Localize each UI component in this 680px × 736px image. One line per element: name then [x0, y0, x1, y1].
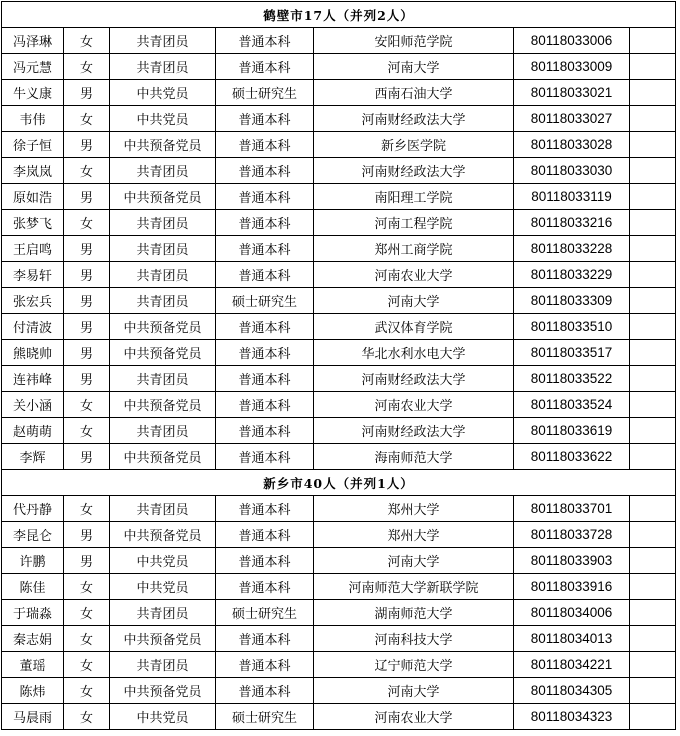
exam-id-cell: 80118033522 [514, 366, 630, 392]
school-cell: 武汉体育学院 [314, 314, 514, 340]
school-cell: 河南大学 [314, 678, 514, 704]
political-status-cell: 共青团员 [110, 652, 216, 678]
name-cell: 徐子恒 [2, 132, 64, 158]
education-cell: 普通本科 [216, 132, 314, 158]
school-cell: 河南农业大学 [314, 704, 514, 730]
gender-cell: 男 [64, 340, 110, 366]
political-status-cell: 共青团员 [110, 158, 216, 184]
table-row [2, 496, 676, 522]
table-row [2, 548, 676, 574]
gender-cell: 男 [64, 80, 110, 106]
education-cell: 硕士研究生 [216, 288, 314, 314]
exam-id-cell: 80118033229 [514, 262, 630, 288]
table-row [2, 28, 676, 54]
school-cell: 河南财经政法大学 [314, 158, 514, 184]
blank-cell [630, 600, 676, 626]
exam-id-cell: 80118033028 [514, 132, 630, 158]
political-status-cell: 中共党员 [110, 80, 216, 106]
exam-id-cell: 80118033228 [514, 236, 630, 262]
gender-cell: 女 [64, 418, 110, 444]
education-cell: 硕士研究生 [216, 80, 314, 106]
political-status-cell: 中共预备党员 [110, 444, 216, 470]
name-cell: 付清波 [2, 314, 64, 340]
name-cell: 许鹏 [2, 548, 64, 574]
political-status-cell: 中共党员 [110, 106, 216, 132]
table-body [2, 2, 676, 730]
blank-cell [630, 236, 676, 262]
table-row [2, 626, 676, 652]
education-cell: 硕士研究生 [216, 600, 314, 626]
exam-id-cell: 80118033916 [514, 574, 630, 600]
gender-cell: 女 [64, 210, 110, 236]
political-status-cell: 中共预备党员 [110, 626, 216, 652]
gender-cell: 女 [64, 652, 110, 678]
table-row [2, 340, 676, 366]
education-cell: 普通本科 [216, 314, 314, 340]
table-row [2, 392, 676, 418]
education-cell: 普通本科 [216, 496, 314, 522]
education-cell: 普通本科 [216, 28, 314, 54]
exam-id-cell: 80118033006 [514, 28, 630, 54]
education-cell: 普通本科 [216, 548, 314, 574]
blank-cell [630, 80, 676, 106]
political-status-cell: 中共预备党员 [110, 184, 216, 210]
table-row [2, 184, 676, 210]
table-row [2, 418, 676, 444]
gender-cell: 女 [64, 106, 110, 132]
table-row [2, 132, 676, 158]
gender-cell: 女 [64, 600, 110, 626]
school-cell: 河南师范大学新联学院 [314, 574, 514, 600]
name-cell: 韦伟 [2, 106, 64, 132]
name-cell: 王启鸣 [2, 236, 64, 262]
table-row [2, 288, 676, 314]
gender-cell: 男 [64, 522, 110, 548]
gender-cell: 女 [64, 574, 110, 600]
blank-cell [630, 652, 676, 678]
table-row [2, 600, 676, 626]
school-cell: 海南师范大学 [314, 444, 514, 470]
blank-cell [630, 340, 676, 366]
education-cell: 硕士研究生 [216, 704, 314, 730]
gender-cell: 女 [64, 392, 110, 418]
name-cell: 张宏兵 [2, 288, 64, 314]
education-cell: 普通本科 [216, 236, 314, 262]
education-cell: 普通本科 [216, 444, 314, 470]
name-cell: 陈炜 [2, 678, 64, 704]
name-cell: 李岚岚 [2, 158, 64, 184]
blank-cell [630, 106, 676, 132]
political-status-cell: 共青团员 [110, 210, 216, 236]
exam-id-cell: 80118033701 [514, 496, 630, 522]
school-cell: 辽宁师范大学 [314, 652, 514, 678]
blank-cell [630, 444, 676, 470]
table-row [2, 366, 676, 392]
education-cell: 普通本科 [216, 652, 314, 678]
table-row [2, 704, 676, 730]
school-cell: 河南工程学院 [314, 210, 514, 236]
blank-cell [630, 314, 676, 340]
blank-cell [630, 184, 676, 210]
blank-cell [630, 678, 676, 704]
table-row [2, 80, 676, 106]
gender-cell: 女 [64, 28, 110, 54]
gender-cell: 女 [64, 704, 110, 730]
political-status-cell: 共青团员 [110, 54, 216, 80]
section-title: 新乡市40人（并列1人） [2, 470, 676, 496]
education-cell: 普通本科 [216, 262, 314, 288]
blank-cell [630, 392, 676, 418]
political-status-cell: 中共党员 [110, 704, 216, 730]
political-status-cell: 中共预备党员 [110, 522, 216, 548]
political-status-cell: 中共党员 [110, 548, 216, 574]
name-cell: 赵萌萌 [2, 418, 64, 444]
name-cell: 原如浩 [2, 184, 64, 210]
blank-cell [630, 574, 676, 600]
political-status-cell: 共青团员 [110, 600, 216, 626]
school-cell: 郑州大学 [314, 522, 514, 548]
blank-cell [630, 28, 676, 54]
gender-cell: 男 [64, 132, 110, 158]
blank-cell [630, 418, 676, 444]
education-cell: 普通本科 [216, 158, 314, 184]
education-cell: 普通本科 [216, 106, 314, 132]
name-cell: 牛义康 [2, 80, 64, 106]
gender-cell: 女 [64, 54, 110, 80]
name-cell: 李昆仑 [2, 522, 64, 548]
school-cell: 河南农业大学 [314, 262, 514, 288]
blank-cell [630, 704, 676, 730]
education-cell: 普通本科 [216, 626, 314, 652]
political-status-cell: 中共党员 [110, 574, 216, 600]
school-cell: 河南财经政法大学 [314, 106, 514, 132]
education-cell: 普通本科 [216, 184, 314, 210]
name-cell: 秦志娟 [2, 626, 64, 652]
blank-cell [630, 548, 676, 574]
political-status-cell: 共青团员 [110, 496, 216, 522]
name-cell: 张梦飞 [2, 210, 64, 236]
table-row [2, 574, 676, 600]
blank-cell [630, 366, 676, 392]
table-row [2, 54, 676, 80]
exam-id-cell: 80118033021 [514, 80, 630, 106]
gender-cell: 男 [64, 444, 110, 470]
name-cell: 冯元慧 [2, 54, 64, 80]
section-title: 鹤壁市17人（并列2人） [2, 2, 676, 28]
table-row [2, 236, 676, 262]
table-row [2, 522, 676, 548]
gender-cell: 女 [64, 496, 110, 522]
political-status-cell: 共青团员 [110, 366, 216, 392]
political-status-cell: 共青团员 [110, 236, 216, 262]
exam-id-cell: 80118033903 [514, 548, 630, 574]
school-cell: 河南财经政法大学 [314, 366, 514, 392]
gender-cell: 女 [64, 626, 110, 652]
name-cell: 马晨雨 [2, 704, 64, 730]
exam-id-cell: 80118033517 [514, 340, 630, 366]
school-cell: 郑州工商学院 [314, 236, 514, 262]
school-cell: 新乡医学院 [314, 132, 514, 158]
education-cell: 普通本科 [216, 340, 314, 366]
exam-id-cell: 80118034221 [514, 652, 630, 678]
blank-cell [630, 626, 676, 652]
gender-cell: 男 [64, 262, 110, 288]
name-cell: 于瑞淼 [2, 600, 64, 626]
education-cell: 普通本科 [216, 210, 314, 236]
blank-cell [630, 262, 676, 288]
political-status-cell: 共青团员 [110, 28, 216, 54]
blank-cell [630, 210, 676, 236]
gender-cell: 男 [64, 288, 110, 314]
name-cell: 连祎峰 [2, 366, 64, 392]
table-row [2, 106, 676, 132]
exam-id-cell: 80118034305 [514, 678, 630, 704]
name-cell: 代丹静 [2, 496, 64, 522]
exam-id-cell: 80118034323 [514, 704, 630, 730]
blank-cell [630, 496, 676, 522]
gender-cell: 男 [64, 184, 110, 210]
political-status-cell: 共青团员 [110, 288, 216, 314]
education-cell: 普通本科 [216, 392, 314, 418]
table-row [2, 210, 676, 236]
school-cell: 南阳理工学院 [314, 184, 514, 210]
name-cell: 董瑶 [2, 652, 64, 678]
exam-id-cell: 80118033030 [514, 158, 630, 184]
education-cell: 普通本科 [216, 418, 314, 444]
gender-cell: 女 [64, 158, 110, 184]
political-status-cell: 中共预备党员 [110, 314, 216, 340]
name-cell: 李辉 [2, 444, 64, 470]
political-status-cell: 中共预备党员 [110, 132, 216, 158]
political-status-cell: 中共预备党员 [110, 678, 216, 704]
gender-cell: 男 [64, 314, 110, 340]
exam-id-cell: 80118033728 [514, 522, 630, 548]
gender-cell: 女 [64, 678, 110, 704]
blank-cell [630, 288, 676, 314]
education-cell: 普通本科 [216, 574, 314, 600]
school-cell: 河南农业大学 [314, 392, 514, 418]
school-cell: 湖南师范大学 [314, 600, 514, 626]
school-cell: 安阳师范学院 [314, 28, 514, 54]
exam-id-cell: 80118033510 [514, 314, 630, 340]
exam-id-cell: 80118033216 [514, 210, 630, 236]
blank-cell [630, 158, 676, 184]
section-header-row [2, 470, 676, 496]
school-cell: 河南大学 [314, 54, 514, 80]
gender-cell: 男 [64, 548, 110, 574]
education-cell: 普通本科 [216, 678, 314, 704]
education-cell: 普通本科 [216, 54, 314, 80]
school-cell: 河南科技大学 [314, 626, 514, 652]
exam-id-cell: 80118033622 [514, 444, 630, 470]
exam-id-cell: 80118034013 [514, 626, 630, 652]
table-row [2, 652, 676, 678]
exam-id-cell: 80118033309 [514, 288, 630, 314]
table-row [2, 314, 676, 340]
gender-cell: 男 [64, 236, 110, 262]
exam-id-cell: 80118033524 [514, 392, 630, 418]
political-status-cell: 共青团员 [110, 418, 216, 444]
name-cell: 冯泽琳 [2, 28, 64, 54]
blank-cell [630, 522, 676, 548]
school-cell: 河南大学 [314, 548, 514, 574]
school-cell: 河南财经政法大学 [314, 418, 514, 444]
table-row [2, 678, 676, 704]
exam-id-cell: 80118033027 [514, 106, 630, 132]
exam-id-cell: 80118033119 [514, 184, 630, 210]
name-cell: 陈佳 [2, 574, 64, 600]
education-cell: 普通本科 [216, 366, 314, 392]
school-cell: 河南大学 [314, 288, 514, 314]
education-cell: 普通本科 [216, 522, 314, 548]
table-row [2, 262, 676, 288]
blank-cell [630, 54, 676, 80]
name-cell: 李易轩 [2, 262, 64, 288]
name-cell: 熊晓帅 [2, 340, 64, 366]
political-status-cell: 中共预备党员 [110, 392, 216, 418]
exam-id-cell: 80118033619 [514, 418, 630, 444]
exam-id-cell: 80118034006 [514, 600, 630, 626]
political-status-cell: 中共预备党员 [110, 340, 216, 366]
section-header-row [2, 2, 676, 28]
name-cell: 关小涵 [2, 392, 64, 418]
table-row [2, 158, 676, 184]
political-status-cell: 共青团员 [110, 262, 216, 288]
school-cell: 西南石油大学 [314, 80, 514, 106]
school-cell: 郑州大学 [314, 496, 514, 522]
table-row [2, 444, 676, 470]
school-cell: 华北水利水电大学 [314, 340, 514, 366]
gender-cell: 男 [64, 366, 110, 392]
candidate-table [1, 1, 676, 730]
blank-cell [630, 132, 676, 158]
exam-id-cell: 80118033009 [514, 54, 630, 80]
